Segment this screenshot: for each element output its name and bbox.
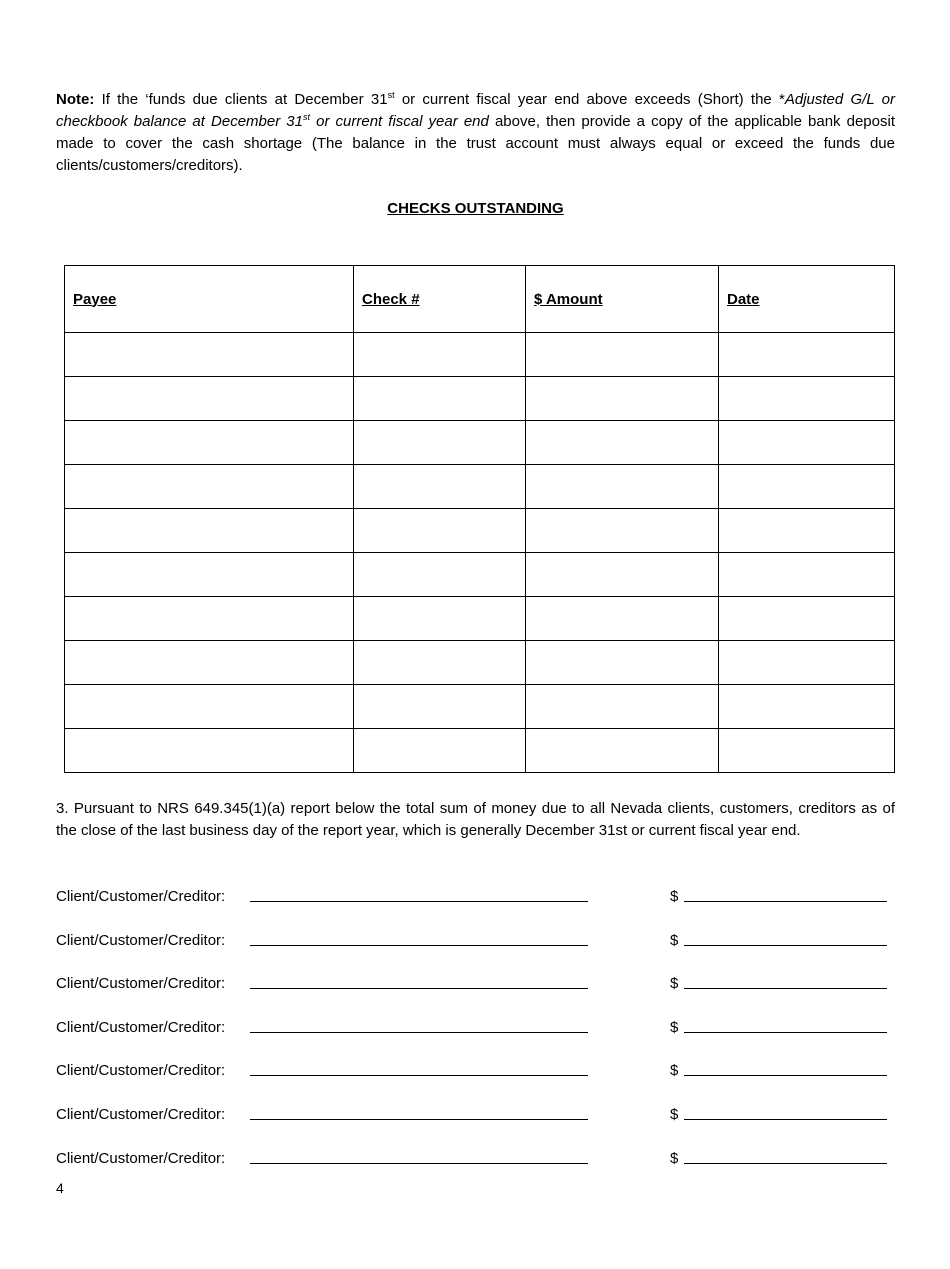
cell-amount[interactable] (526, 729, 719, 773)
cell-payee[interactable] (65, 553, 354, 597)
table-row (65, 597, 895, 641)
column-header-payee: Payee (65, 266, 354, 333)
note-text-2: or current fiscal year end above exceeds (Short) the * (394, 91, 785, 108)
cell-date[interactable] (719, 597, 895, 641)
table-row (65, 333, 895, 377)
client-label: Client/Customer/Creditor: (56, 932, 226, 949)
client-entry-row (56, 1017, 895, 1039)
cell-payee[interactable] (65, 685, 354, 729)
cell-check-number[interactable] (354, 333, 526, 377)
section-3-paragraph: 3. Pursuant to NRS 649.345(1)(a) report below the total sum of money due to all Nevada clients, customers, creditors as of the close of the last business day of the report year, which is generally December 31st or current fiscal year end. (56, 800, 895, 839)
cell-amount[interactable] (526, 377, 719, 421)
cell-amount[interactable] (526, 597, 719, 641)
cell-check-number[interactable] (354, 597, 526, 641)
note-paragraph (56, 89, 895, 177)
note-italic-1: Adjusted G/L or checkbook balance at December 31 (56, 91, 895, 130)
cell-check-number[interactable] (354, 465, 526, 509)
cell-check-number[interactable] (354, 641, 526, 685)
client-entry-row (56, 930, 895, 952)
client-label: Client/Customer/Creditor: (56, 888, 226, 905)
cell-date[interactable] (719, 509, 895, 553)
table-row (65, 685, 895, 729)
cell-check-number[interactable] (354, 729, 526, 773)
cell-date[interactable] (719, 377, 895, 421)
table-row (65, 377, 895, 421)
table-header-row (65, 266, 895, 333)
note-text-1: If the ‘funds due clients at December 31 (94, 91, 388, 108)
checks-outstanding-title: CHECKS OUTSTANDING (387, 200, 564, 217)
client-entry-row (56, 1148, 895, 1170)
currency-symbol: $ (670, 1106, 679, 1123)
table-row (65, 641, 895, 685)
currency-symbol: $ (670, 932, 679, 949)
table-row (65, 729, 895, 773)
column-header-amount: $ Amount (526, 266, 719, 333)
table-row (65, 553, 895, 597)
client-label: Client/Customer/Creditor: (56, 975, 226, 992)
cell-payee[interactable] (65, 377, 354, 421)
cell-payee[interactable] (65, 509, 354, 553)
cell-check-number[interactable] (354, 421, 526, 465)
amount-field[interactable] (684, 945, 887, 946)
client-name-field[interactable] (250, 901, 588, 902)
cell-check-number[interactable] (354, 553, 526, 597)
amount-field[interactable] (684, 1032, 887, 1033)
client-label: Client/Customer/Creditor: (56, 1019, 226, 1036)
note-italic-2: or current fiscal year end (310, 113, 489, 130)
cell-payee[interactable] (65, 333, 354, 377)
currency-symbol: $ (670, 1150, 679, 1167)
client-name-field[interactable] (250, 1032, 588, 1033)
amount-field[interactable] (684, 1075, 887, 1076)
client-entry-row (56, 973, 895, 995)
table-row (65, 465, 895, 509)
checks-outstanding-table (64, 265, 895, 773)
note-label: Note: (56, 91, 95, 108)
currency-symbol: $ (670, 1062, 679, 1079)
client-label: Client/Customer/Creditor: (56, 1150, 226, 1167)
cell-payee[interactable] (65, 421, 354, 465)
client-entry-row (56, 1060, 895, 1082)
column-header-check-number: Check # (354, 266, 526, 333)
client-name-field[interactable] (250, 988, 588, 989)
table-row (65, 421, 895, 465)
cell-amount[interactable] (526, 685, 719, 729)
cell-date[interactable] (719, 421, 895, 465)
client-name-field[interactable] (250, 1119, 588, 1120)
currency-symbol: $ (670, 975, 679, 992)
cell-date[interactable] (719, 685, 895, 729)
cell-payee[interactable] (65, 597, 354, 641)
cell-date[interactable] (719, 729, 895, 773)
note-sup-2: st (303, 112, 311, 122)
cell-date[interactable] (719, 333, 895, 377)
document-page (56, 0, 895, 1269)
cell-amount[interactable] (526, 333, 719, 377)
client-name-field[interactable] (250, 1075, 588, 1076)
client-entry-row (56, 1104, 895, 1126)
amount-field[interactable] (684, 901, 887, 902)
amount-field[interactable] (684, 1163, 887, 1164)
client-name-field[interactable] (250, 1163, 588, 1164)
client-entry-row (56, 886, 895, 908)
cell-check-number[interactable] (354, 685, 526, 729)
currency-symbol: $ (670, 1019, 679, 1036)
cell-payee[interactable] (65, 729, 354, 773)
note-text-3: above, then provide a copy of the applicable bank deposit made to cover the cash shortage (The balance in the trust account must always equal or exceed the funds due clients/customers/creditors). (56, 113, 895, 174)
cell-amount[interactable] (526, 421, 719, 465)
cell-date[interactable] (719, 465, 895, 509)
cell-check-number[interactable] (354, 377, 526, 421)
column-header-date: Date (719, 266, 895, 333)
client-label: Client/Customer/Creditor: (56, 1106, 226, 1123)
note-sup-1: st (387, 90, 395, 100)
cell-amount[interactable] (526, 509, 719, 553)
currency-symbol: $ (670, 888, 679, 905)
cell-check-number[interactable] (354, 509, 526, 553)
cell-amount[interactable] (526, 641, 719, 685)
cell-payee[interactable] (65, 465, 354, 509)
cell-date[interactable] (719, 553, 895, 597)
cell-date[interactable] (719, 641, 895, 685)
page-number: 4 (56, 1180, 64, 1196)
client-label: Client/Customer/Creditor: (56, 1062, 226, 1079)
cell-amount[interactable] (526, 465, 719, 509)
amount-field[interactable] (684, 1119, 887, 1120)
cell-amount[interactable] (526, 553, 719, 597)
cell-payee[interactable] (65, 641, 354, 685)
table-row (65, 509, 895, 553)
client-name-field[interactable] (250, 945, 588, 946)
amount-field[interactable] (684, 988, 887, 989)
